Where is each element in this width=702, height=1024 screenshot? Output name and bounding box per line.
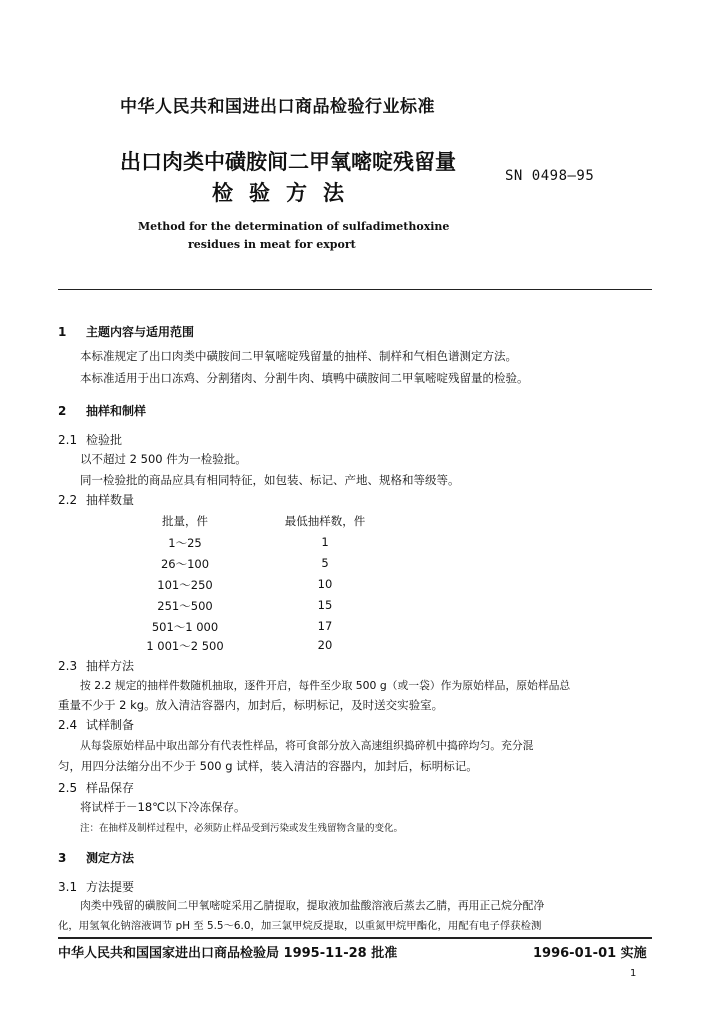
subsection-2-3-heading [58,657,134,674]
english-title-line1: Method for the determination of sulfadimethoxine [138,220,450,233]
subsection-2-4-heading [58,716,134,733]
paragraph: 本标准规定了出口肉类中磺胺间二甲氧嘧啶残留量的抽样、制样和气相色谱测定方法。 [80,349,517,363]
section-3-heading [58,849,134,866]
subsection-title: 检验批 [86,433,123,447]
table-header-batch: 批量，件 [162,514,208,528]
section-number: 2 [58,404,67,418]
subsection-title: 抽样方法 [86,659,135,673]
paragraph: 从每袋原始样品中取出部分有代表性样品，将可食部分放入高速组织捣碎机中捣碎均匀。充分混 [80,739,534,752]
subsection-number: 2.3 [58,659,78,673]
section-number: 3 [58,851,67,865]
standard-code: SN 0498—95 [505,168,595,184]
subsection-2-1-heading [58,431,122,448]
section-2-heading [58,402,146,419]
table-cell-count: 17 [317,619,333,633]
table-cell-count: 15 [317,598,333,612]
table-cell-batch: 251～500 [157,599,213,613]
subsection-title: 抽样数量 [86,493,135,507]
subsection-number: 2.4 [58,718,78,732]
approval-line: 中华人民共和国国家进出口商品检验局 1995-11-28 批准 [58,946,398,961]
paragraph: 同一检验批的商品应具有相同特征，如包装、标记、产地、规格和等级等。 [80,473,460,487]
table-cell-count: 10 [317,577,333,591]
document-title-line1: 出口肉类中磺胺间二甲氧嘧啶残留量 [120,150,456,174]
paragraph: 匀，用四分法缩分出不少于 500 g 试样，装入清洁的容器内，加封后，标明标记。 [58,759,478,773]
subsection-number: 2.2 [58,493,78,507]
table-cell-batch: 26～100 [160,557,210,571]
paragraph: 肉类中残留的磺胺间二甲氧嘧啶采用乙腈提取，提取液加盐酸溶液后蒸去乙腈，再用正己烷分配净 [80,899,545,912]
paragraph: 化，用氢氧化钠溶液调节 pH 至 5.5～6.0，加三氯甲烷反提取，以重氮甲烷甲酯化，用配有电子俘获检测 [58,920,542,932]
subsection-number: 2.5 [58,781,78,795]
subsection-number: 3.1 [58,880,78,894]
paragraph: 以不超过 2 500 件为一检验批。 [80,452,247,466]
paragraph: 本标准适用于出口冻鸡、分割猪肉、分割牛肉、填鸭中磺胺间二甲氧嘧啶残留量的检验。 [80,371,529,385]
table-cell-batch: 501～1 000 [151,620,219,634]
section-number: 1 [58,325,67,339]
section-1-heading [58,323,194,340]
subsection-2-5-heading [58,779,134,796]
issuing-body-line: 中华人民共和国进出口商品检验行业标准 [120,97,435,117]
table-header-min-samples: 最低抽样数，件 [284,514,366,528]
table-cell-batch: 101～250 [157,578,213,592]
section-title: 抽样和制样 [86,404,147,418]
paragraph: 将试样于－18℃以下冷冻保存。 [80,800,246,814]
table-cell-count: 20 [317,638,333,652]
table-cell-batch: 1 001～2 500 [146,639,224,653]
footer-divider [58,937,652,939]
section-title: 测定方法 [86,851,135,865]
subsection-number: 2.1 [58,433,78,447]
header-divider [58,289,652,290]
table-cell-count: 1 [321,535,329,549]
paragraph: 按 2.2 规定的抽样件数随机抽取，逐件开启，每件至少取 500 g（或一袋）作为原始样品，原始样品总 [80,679,571,692]
subsection-title: 方法提要 [86,880,135,894]
subsection-2-2-heading [58,491,134,508]
english-title-line2: residues in meat for export [188,238,356,251]
table-cell-batch: 1～25 [168,536,202,550]
document-title-line2: 检验方法 [212,181,360,205]
subsection-title: 样品保存 [86,781,135,795]
subsection-title: 试样制备 [86,718,135,732]
section-title: 主题内容与适用范围 [86,325,195,339]
effective-date: 1996-01-01 实施 [533,946,647,961]
table-cell-count: 5 [321,556,329,570]
paragraph: 重量不少于 2 kg。放入清洁容器内，加封后，标明标记，及时送交实验室。 [58,698,444,712]
page-number: 1 [630,968,637,979]
subsection-3-1-heading [58,878,134,895]
note: 注：在抽样及制样过程中，必须防止样品受到污染或发生残留物含量的变化。 [80,823,404,834]
